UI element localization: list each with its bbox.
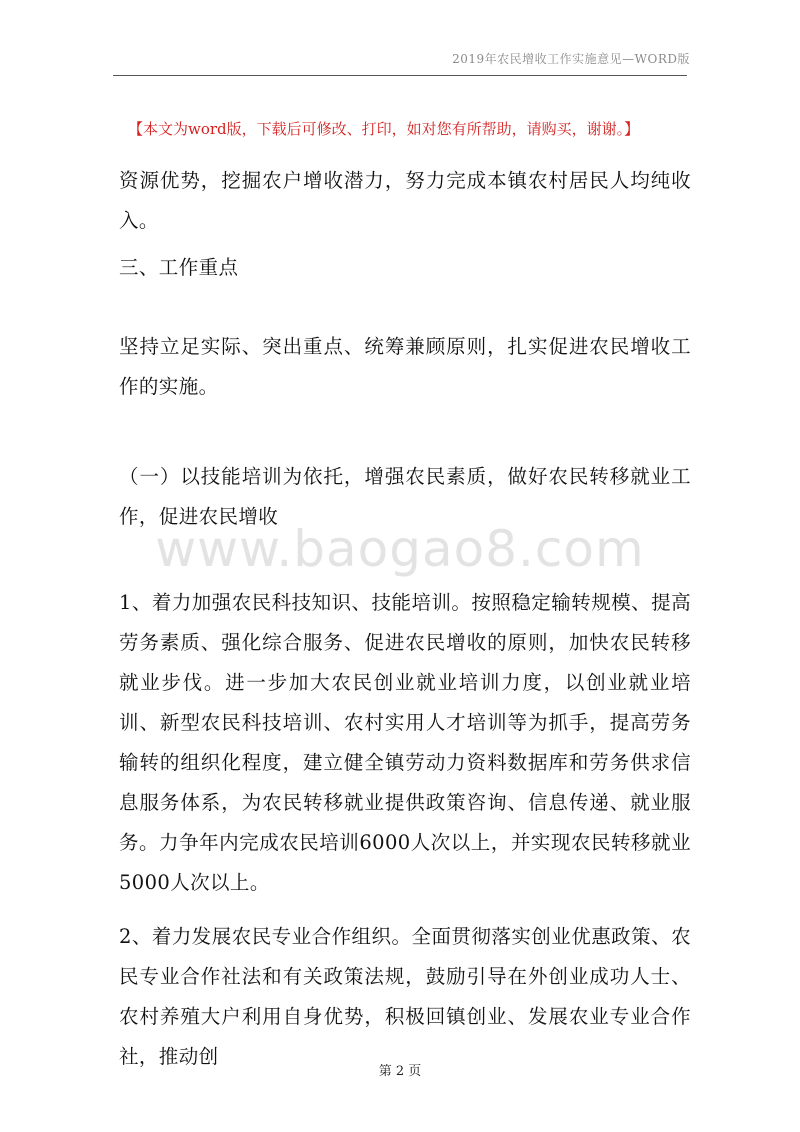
- subsection-heading-skill-training: （一）以技能培训为依托，增强农民素质，做好农民转移就业工作，促进农民增收: [119, 465, 691, 528]
- purchase-notice: 【本文为word版，下载后可修改、打印，如对您有所帮助，请购买，谢谢。】: [128, 120, 640, 138]
- header-divider: [113, 75, 687, 76]
- paragraph-continuation: 资源优势，挖掘农户增收潜力，努力完成本镇农村居民人均纯收入。: [119, 169, 691, 232]
- section-heading-work-focus: 三、工作重点: [119, 256, 239, 279]
- page-number: 第 2 页: [378, 1064, 422, 1079]
- site-watermark: www.baogao8.com: [155, 520, 645, 578]
- paragraph-item-2: 2、着力发展农民专业合作组织。全面贯彻落实创业优惠政策、农民专业合作社法和有关政策法规，鼓励引导在外创业成功人士、农村养殖大户利用自身优势，积极回镇创业、发展农业专业合作社，推动创: [119, 925, 691, 1068]
- paragraph-item-1: 1、着力加强农民科技知识、技能培训。按照稳定输转规模、提高劳务素质、强化综合服务、促进农民增收的原则，加快农民转移就业步伐。进一步加大农民创业就业培训力度，以创业就业培训、新型农民科技培训、农村实用人才培训等为抓手，提高劳务输转的组织化程度，建立健全镇劳动力资料数据库和劳务供求信息服务体系，为农民转移就业提供政策咨询、信息传递、就业服务。力争年内完成农民培训6000人次以上，并实现农民转移就业5000人次以上。: [119, 591, 691, 894]
- paragraph-principle: 坚持立足实际、突出重点、统筹兼顾原则，扎实促进农民增收工作的实施。: [119, 335, 691, 398]
- page-header-title: 2019年农民增收工作实施意见—WORD版: [452, 52, 690, 66]
